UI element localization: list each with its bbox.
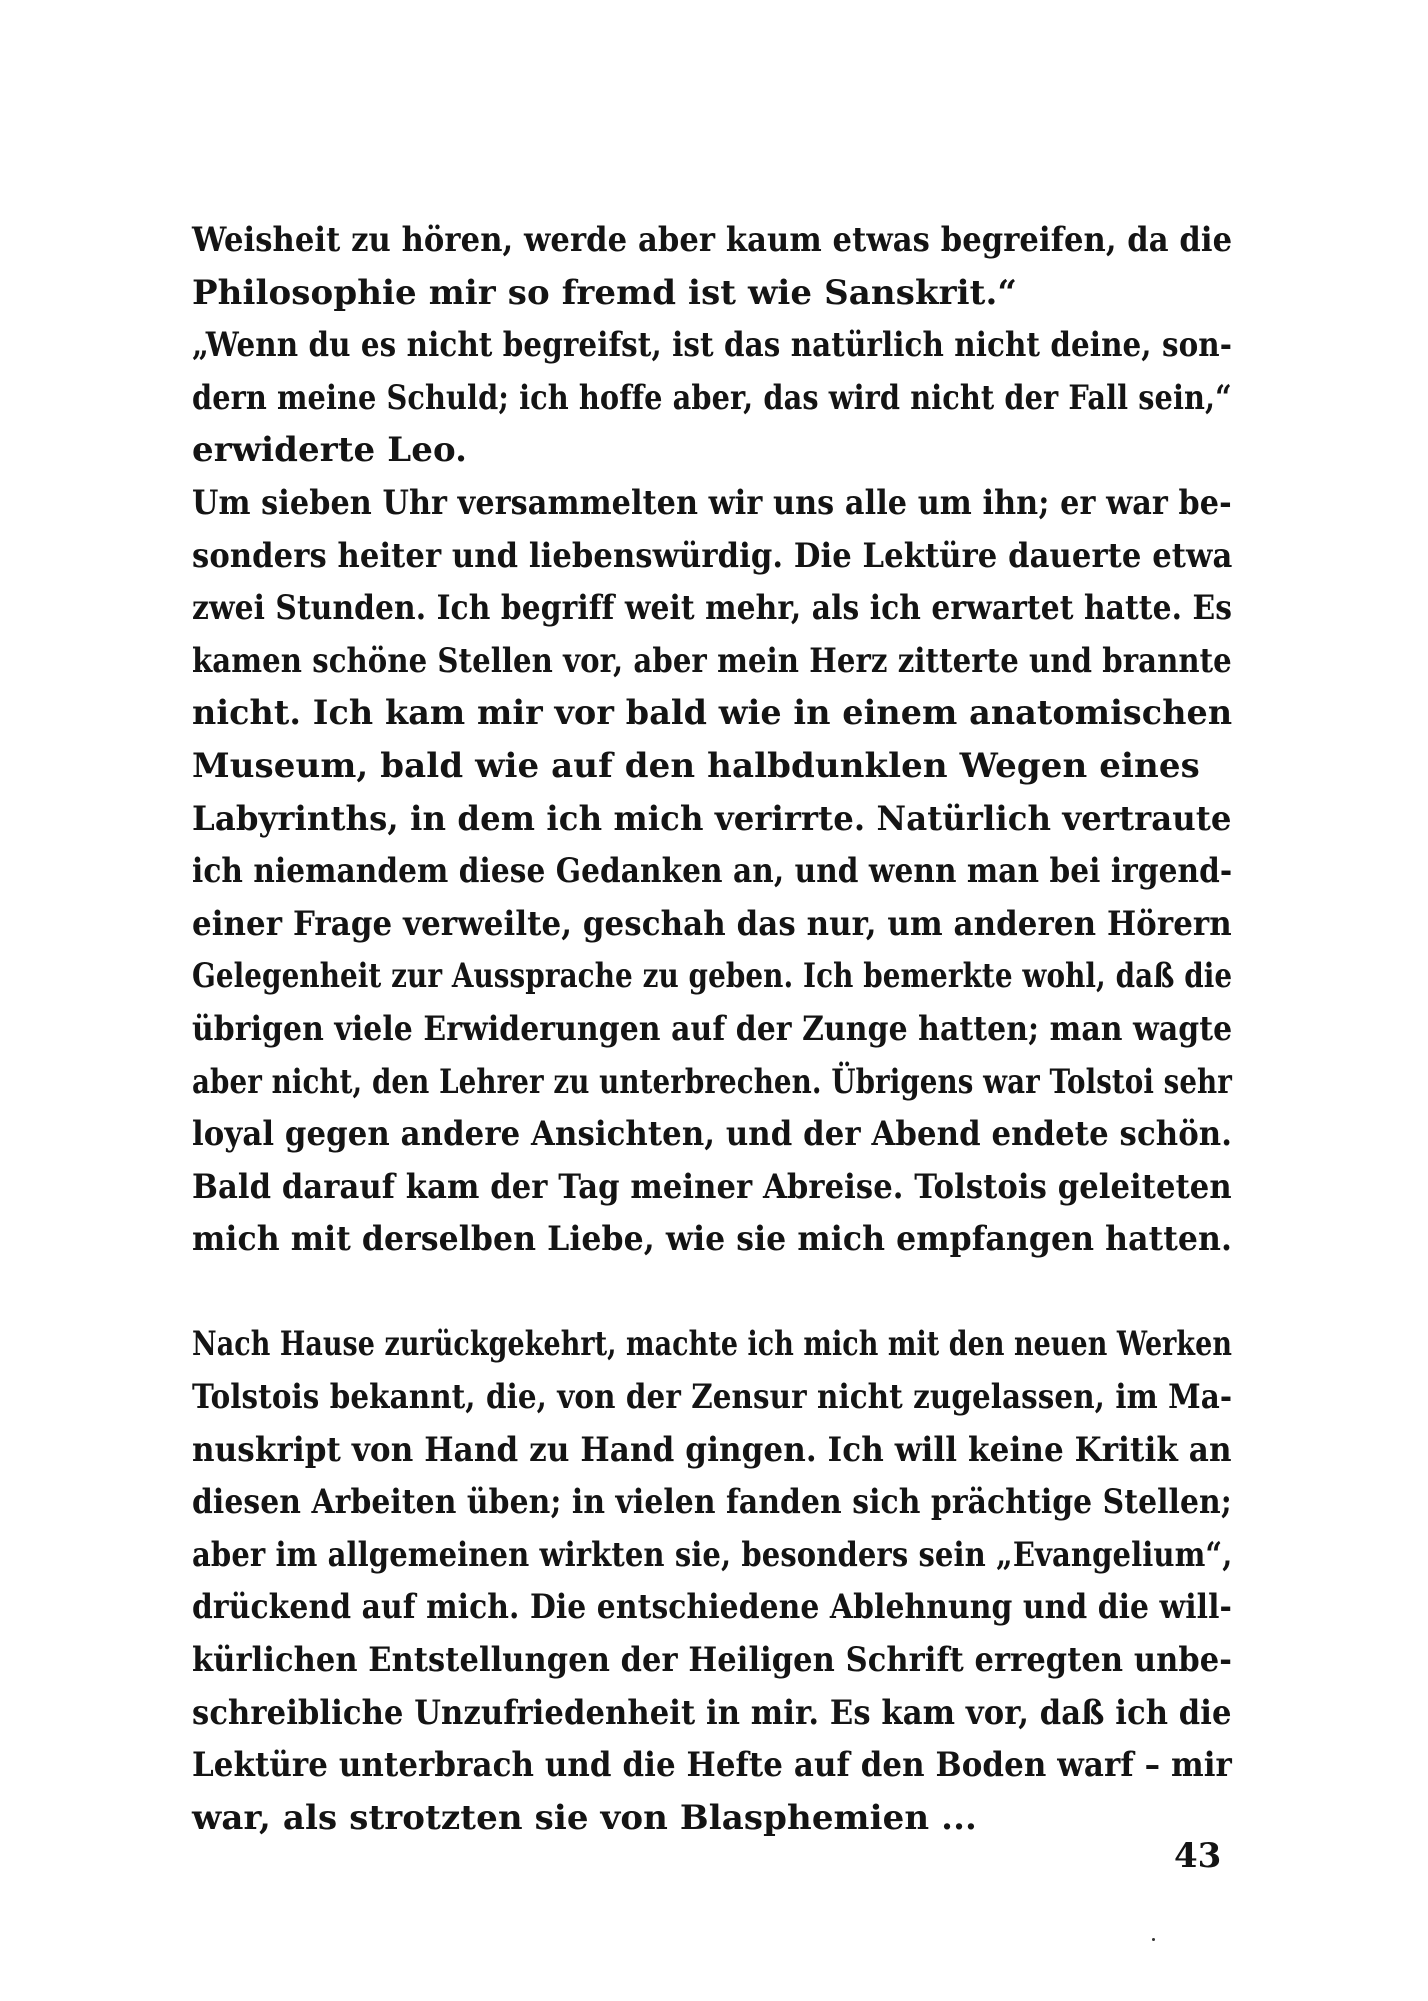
text-line: Museum, bald wie auf den halbdunklen Wegen eines bbox=[192, 745, 1200, 786]
text-line: loyal gegen andere Ansichten, und der Abend endete schön. bbox=[192, 1114, 1233, 1155]
text-line: „Wenn du es nicht begreifst, ist das natürlich nicht deine, son- bbox=[192, 325, 1233, 366]
text-line: kamen schöne Stellen vor, aber mein Herz zitterte und brannte bbox=[192, 640, 1232, 681]
text-line: ich niemandem diese Gedanken an, und wenn man bei irgend- bbox=[192, 851, 1233, 892]
text-line: mich mit derselben Liebe, wie sie mich empfangen hatten. bbox=[192, 1219, 1233, 1260]
text-line: aber nicht, den Lehrer zu unterbrechen. Übrigens war Tolstoi sehr bbox=[192, 1061, 1232, 1102]
text-line: Weisheit zu hören, werde aber kaum etwas begreifen, da die bbox=[192, 220, 1233, 260]
text-line: Lektüre unterbrach und die Hefte auf den Boden warf – mir bbox=[192, 1745, 1232, 1786]
text-line: Tolstois bekannt, die, von der Zensur nicht zugelassen, im Ma- bbox=[192, 1377, 1233, 1418]
text-line: dern meine Schuld; ich hoffe aber, das wird nicht der Fall sein,“ bbox=[192, 377, 1232, 418]
text-line: übrigen viele Erwiderungen auf der Zunge hatten; man wagte bbox=[192, 1008, 1233, 1049]
text-line: kürlichen Entstellungen der Heiligen Schrift erregten unbe- bbox=[192, 1640, 1232, 1681]
text-line: diesen Arbeiten üben; in vielen fanden sich prächtige Stellen; bbox=[192, 1482, 1232, 1523]
print-speck bbox=[1152, 1938, 1155, 1941]
text-line: drückend auf mich. Die entschiedene Ablehnung und die will- bbox=[192, 1587, 1232, 1628]
paragraph bbox=[192, 319, 1232, 477]
text-line: schreibliche Unzufriedenheit in mir. Es kam vor, daß ich die bbox=[192, 1692, 1232, 1733]
paragraph bbox=[192, 214, 1232, 319]
text-line: zwei Stunden. Ich begriff weit mehr, als ich erwartet hatte. Es bbox=[192, 588, 1233, 629]
text-line: sonders heiter und liebenswürdig. Die Lektüre dauerte etwa bbox=[192, 535, 1233, 576]
text-line: einer Frage verweilte, geschah das nur, um anderen Hörern bbox=[192, 903, 1232, 944]
text-line: Bald darauf kam der Tag meiner Abreise. Tolstois geleiteten bbox=[192, 1166, 1232, 1207]
text-line: Philosophie mir so fremd ist wie Sanskrit.“ bbox=[192, 272, 1018, 313]
paragraph bbox=[192, 1161, 1232, 1266]
text-line: aber im allgemeinen wirkten sie, besonders sein „Evangelium“, bbox=[192, 1534, 1233, 1575]
text-line: Gelegenheit zur Aussprache zu geben. Ich bemerkte wohl, daß die bbox=[192, 956, 1233, 997]
text-line: Nach Hause zurückgekehrt, machte ich mich mit den neuen Werken bbox=[192, 1324, 1233, 1365]
body-text bbox=[192, 214, 1232, 1844]
paragraph-gap bbox=[192, 1266, 1232, 1319]
text-line: Um sieben Uhr versammelten wir uns alle um ihn; er war be- bbox=[192, 482, 1232, 523]
text-line: nicht. Ich kam mir vor bald wie in einem anatomischen bbox=[192, 693, 1233, 734]
paragraph bbox=[192, 477, 1232, 1161]
text-line: war, als strotzten sie von Blasphemien ... bbox=[192, 1797, 977, 1838]
text-line: erwiderte Leo. bbox=[192, 430, 468, 471]
text-line: Labyrinths, in dem ich mich verirrte. Natürlich vertraute bbox=[192, 798, 1232, 839]
text-line: nuskript von Hand zu Hand gingen. Ich will keine Kritik an bbox=[192, 1429, 1232, 1470]
page-number: 43 bbox=[1174, 1836, 1222, 1876]
paragraph bbox=[192, 1318, 1232, 1844]
